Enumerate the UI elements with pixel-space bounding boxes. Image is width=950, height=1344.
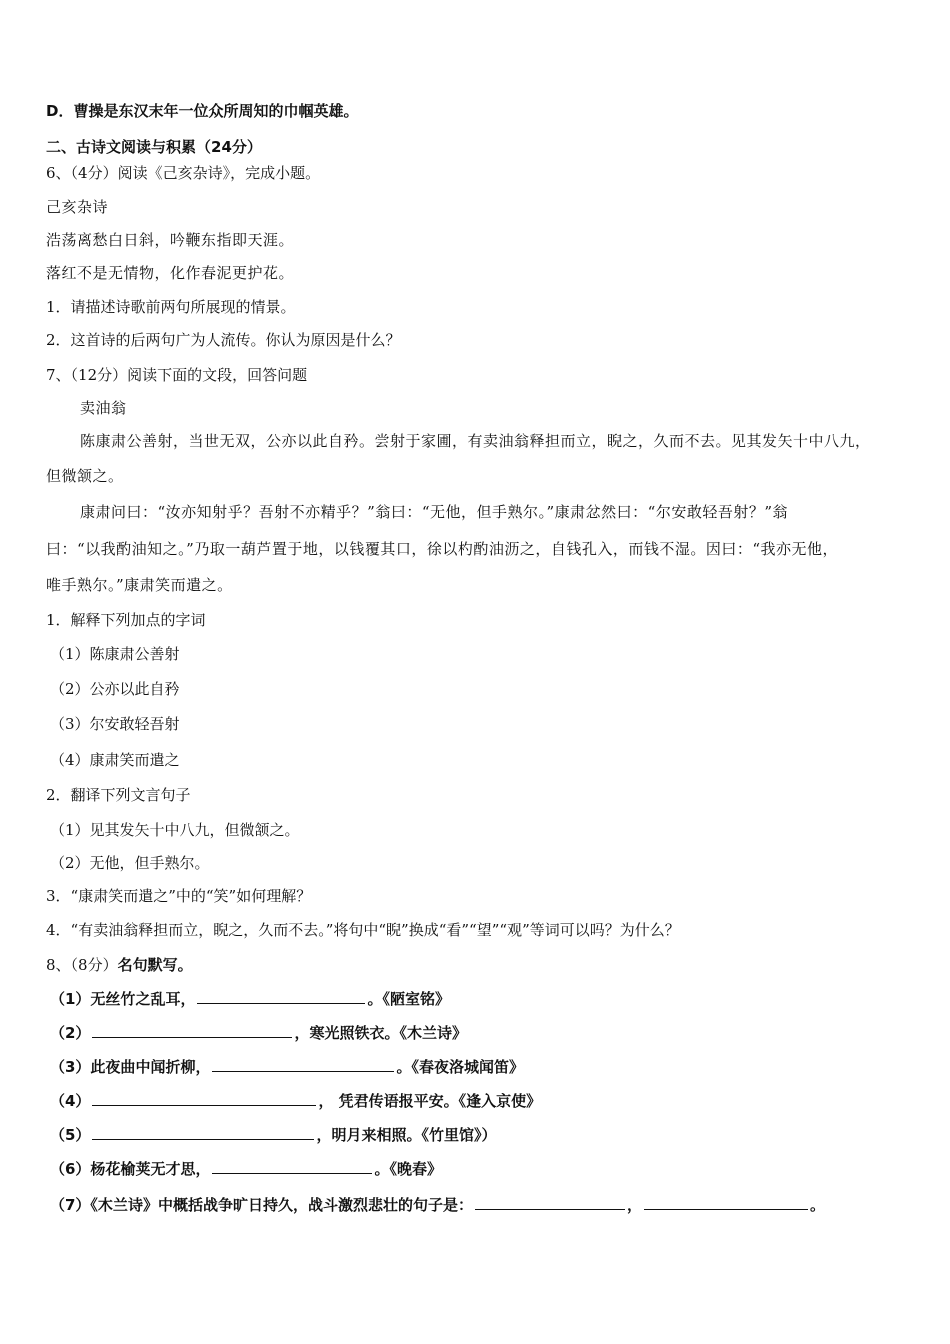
poem-line-1: 浩荡离愁白日斜，吟鞭东指即天涯。 <box>46 231 295 249</box>
recitation-item-5 <box>50 1124 920 1145</box>
item-4-prefix: （4） <box>50 1092 91 1110</box>
q7-sub1-item-2: （2）公亦以此自矜 <box>50 680 180 698</box>
item-2-prefix: （2） <box>50 1024 91 1042</box>
answer-blank-3[interactable] <box>212 1056 394 1072</box>
recitation-item-2 <box>50 1022 920 1043</box>
q7-sub2-item-1: （1）见其发矢十中八九，但微颔之。 <box>50 821 300 839</box>
item-3-suffix: 。《春夜洛城闻笛》 <box>396 1058 524 1076</box>
q6-subquestion-2: 2．这首诗的后两句广为人流传。你认为原因是什么？ <box>46 331 401 349</box>
q7-subquestion-3: 3．“康肃笑而遣之”中的“笑”如何理解？ <box>46 887 312 905</box>
item-6-suffix: 。《晚春》 <box>374 1160 442 1178</box>
item-7-suffix: 。 <box>809 1196 825 1214</box>
passage-para1-line2: 但微颔之。 <box>46 467 124 485</box>
recitation-item-6 <box>50 1158 920 1179</box>
recitation-item-3 <box>50 1056 920 1077</box>
passage-para2-line3: 唯手熟尔。”康肃笑而遣之。 <box>46 576 233 594</box>
q7-sub1-item-4: （4）康肃笑而遣之 <box>50 751 180 769</box>
q7-subquestion-1: 1．解释下列加点的字词 <box>46 611 206 629</box>
answer-blank-6[interactable] <box>212 1158 372 1174</box>
passage-para1-line1: 陈康肃公善射，当世无双，公亦以此自矜。尝射于家圃，有卖油翁释担而立，睨之，久而不去。见其发矢十中八九， <box>80 432 871 450</box>
answer-blank-1[interactable] <box>197 988 365 1004</box>
section-heading: 二、古诗文阅读与积累（24分） <box>46 138 262 156</box>
recitation-item-7 <box>50 1194 940 1215</box>
item-7-prefix: （7）《木兰诗》中概括战争旷日持久，战斗激烈悲壮的句子是： <box>50 1196 473 1214</box>
item-5-prefix: （5） <box>50 1126 91 1144</box>
passage-para2-line1: 康肃问曰：“汝亦知射乎？吾射不亦精乎？”翁曰：“无他，但手熟尔。”康肃忿然曰：“尔安敢轻吾射？”翁 <box>80 503 789 521</box>
q7-subquestion-4: 4．“有卖油翁释担而立，睨之，久而不去。”将句中“睨”换成“看”“望”“观”等词可以吗？为什么？ <box>46 921 680 939</box>
option-d: D．曹操是东汉末年一位众所周知的巾帼英雄。 <box>46 102 359 120</box>
q8-intro-title: 名句默写。 <box>117 956 193 974</box>
item-6-prefix: （6）杨花榆荚无才思， <box>50 1160 211 1178</box>
q7-sub1-item-1: （1）陈康肃公善射 <box>50 645 180 663</box>
q7-sub1-item-3: （3）尔安敢轻吾射 <box>50 715 180 733</box>
item-3-prefix: （3）此夜曲中闻折柳， <box>50 1058 211 1076</box>
question-6-intro: 6、（4分）阅读《己亥杂诗》，完成小题。 <box>46 164 321 182</box>
answer-blank-2[interactable] <box>92 1022 292 1038</box>
recitation-item-1 <box>50 988 920 1009</box>
question-8-intro <box>46 955 920 975</box>
passage-title: 卖油翁 <box>80 399 127 417</box>
item-2-suffix: ，寒光照铁衣。《木兰诗》 <box>294 1024 467 1042</box>
poem-title: 己亥杂诗 <box>46 198 109 216</box>
recitation-item-4 <box>50 1090 920 1111</box>
answer-blank-7b[interactable] <box>644 1194 808 1210</box>
item-1-suffix: 。《陋室铭》 <box>367 990 450 1008</box>
q7-sub2-item-2: （2）无他，但手熟尔。 <box>50 854 210 872</box>
item-1-prefix: （1）无丝竹之乱耳， <box>50 990 196 1008</box>
poem-line-2: 落红不是无情物，化作春泥更护花。 <box>46 264 295 282</box>
passage-para2-line2: 曰：“以我酌油知之。”乃取一葫芦置于地，以钱覆其口，徐以杓酌油沥之，自钱孔入，而钱不湿。因曰：“我亦无他， <box>46 540 839 558</box>
answer-blank-7a[interactable] <box>475 1194 625 1210</box>
answer-blank-4[interactable] <box>92 1090 316 1106</box>
answer-blank-5[interactable] <box>92 1124 314 1140</box>
question-7-intro: 7、（12分）阅读下面的文段，回答问题 <box>46 366 308 384</box>
item-4-suffix: ， 凭君传语报平安。《逢入京使》 <box>318 1092 542 1110</box>
q7-subquestion-2: 2．翻译下列文言句子 <box>46 786 191 804</box>
item-7-separator: ， <box>626 1196 642 1214</box>
q6-subquestion-1: 1．请描述诗歌前两句所展现的情景。 <box>46 298 296 316</box>
q8-intro-prefix: 8、（8分） <box>46 956 118 974</box>
item-5-suffix: ，明月来相照。《竹里馆》） <box>316 1126 497 1144</box>
